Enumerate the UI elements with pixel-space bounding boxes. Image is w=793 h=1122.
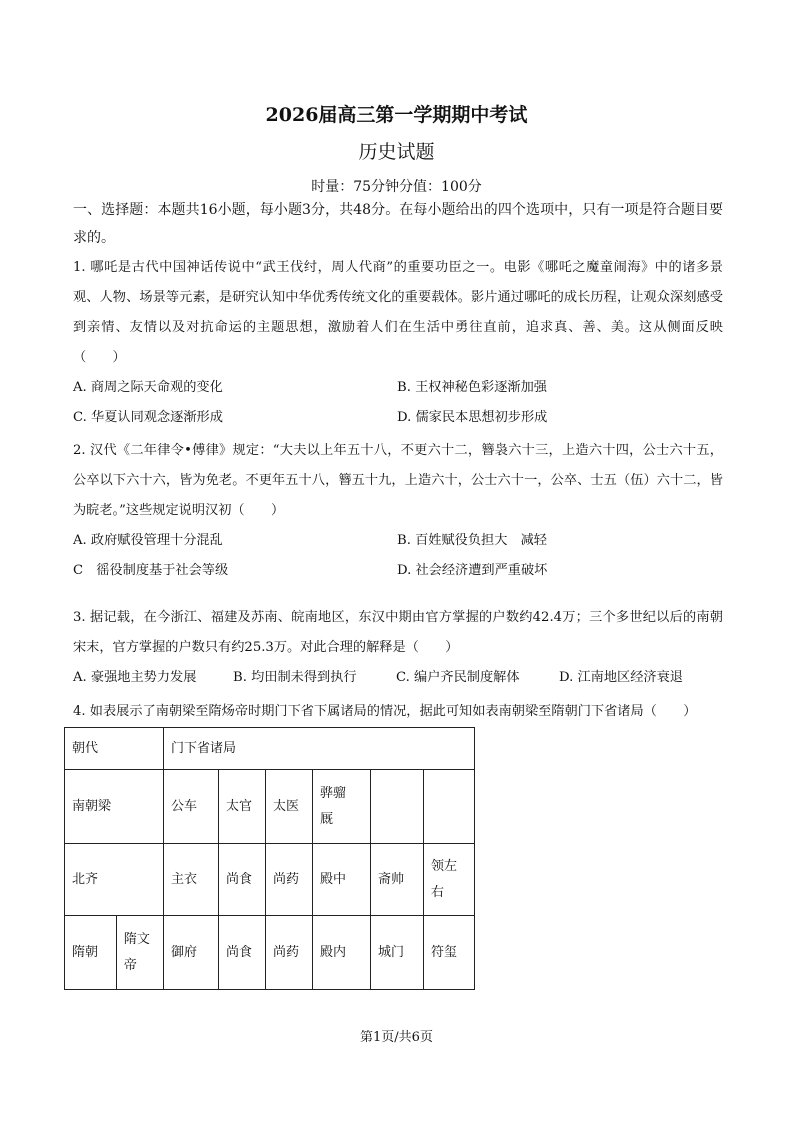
row-dynasty-liang: 南朝梁 xyxy=(65,770,164,844)
question-3-options-row xyxy=(73,663,723,693)
table-cell: 领左右 xyxy=(424,844,475,916)
question-1 xyxy=(73,253,723,433)
table-cell: 主衣 xyxy=(164,844,219,916)
table-cell: 尚药 xyxy=(266,844,313,916)
bureau-table xyxy=(64,727,475,990)
section-intro-text: 一、选择题：本题共16小题，每小题3分，共48分。在每小题给出的四个选项中，只有一项是符合题目要求的。 xyxy=(73,202,723,246)
table-row xyxy=(65,770,475,844)
question-1-option-a: A. 商周之际天命观的变化 xyxy=(73,380,223,395)
table-cell: 城门 xyxy=(371,916,424,990)
row-dynasty-sui: 隋朝 xyxy=(65,916,117,990)
question-2-options-row-2 xyxy=(73,556,723,586)
question-3 xyxy=(73,603,723,693)
table-cell xyxy=(424,770,475,844)
question-1-stem: 1. 哪吒是古代中国神话传说中“武王伐纣，周人代商”的重要功臣之一。电影《哪吒之魔童闹海》中的诸多景观、人物、场景等元素，是研究认知中华优秀传统文化的重要载体。影片通过哪吒的成长历程，让观众深刻感受到亲情、友情以及对抗命运的主题思想，激励着人们在生活中勇往直前，追求真、善、美。这从侧面反映（ ） xyxy=(73,260,723,365)
question-2-options-row-1 xyxy=(73,526,723,556)
question-3-option-a: A. 豪强地主势力发展 xyxy=(73,670,197,685)
page-number: 第1页/共6页 xyxy=(360,1030,433,1045)
question-2-option-b: B. 百姓赋役负担大 减轻 xyxy=(397,533,547,548)
question-2-option-a: A. 政府赋役管理十分混乱 xyxy=(73,533,223,548)
table-cell: 殿内 xyxy=(313,916,371,990)
table-cell: 尚药 xyxy=(266,916,313,990)
table-cell: 斋帅 xyxy=(371,844,424,916)
question-4 xyxy=(73,697,723,727)
question-3-option-d: D. 江南地区经济衰退 xyxy=(559,670,683,685)
table-cell: 公车 xyxy=(164,770,219,844)
table-cell: 符玺 xyxy=(424,916,475,990)
question-2-option-d: D. 社会经济遭到严重破坏 xyxy=(397,563,548,578)
table-cell: 尚食 xyxy=(219,844,266,916)
section-intro xyxy=(73,196,723,252)
question-2-stem: 2. 汉代《二年律令•傅律》规定：“大夫以上年五十八，不更六十二，簪袅六十三，上造六十四，公士六十五，公卒以下六十六，皆为免老。不更年五十八，簪五十九，上造六十，公士六十一，公卒、士五（伍）六十二，皆为睆老。”这些规定说明汉初（ ） xyxy=(73,443,723,518)
question-1-options-row-2 xyxy=(73,403,723,433)
question-2-option-c: C 徭役制度基于社会等级 xyxy=(73,563,229,578)
subject-title: 历史试题 xyxy=(358,141,435,163)
exam-title: 2026届高三第一学期期中考试 xyxy=(265,104,528,126)
table-cell: 太官 xyxy=(219,770,266,844)
header-dynasty: 朝代 xyxy=(65,728,164,770)
table-header-row xyxy=(65,728,475,770)
question-3-stem: 3. 据记载，在今浙江、福建及苏南、皖南地区，东汉中期由官方掌握的户数约42.4万；三个多世纪以后的南朝宋末，官方掌握的户数只有约25.3万。对此合理的解释是（ ） xyxy=(73,610,723,655)
question-2 xyxy=(73,436,723,586)
row-dynasty-beiqi: 北齐 xyxy=(65,844,164,916)
table-cell: 尚食 xyxy=(219,916,266,990)
question-4-stem: 4. 如表展示了南朝梁至隋炀帝时期门下省下属诸局的情况，据此可知如表南朝梁至隋朝门下省诸局（ ） xyxy=(73,704,697,719)
question-1-option-c: C. 华夏认同观念逐渐形成 xyxy=(73,410,223,425)
table-row xyxy=(65,844,475,916)
time-score-line: 时量：75分钟分值：100分 xyxy=(311,179,482,195)
table-cell: 御府 xyxy=(164,916,219,990)
table-cell: 骅骝厩 xyxy=(313,770,371,844)
question-3-option-b: B. 均田制未得到执行 xyxy=(233,670,357,685)
table-cell: 太医 xyxy=(266,770,313,844)
question-1-option-b: B. 王权神秘色彩逐渐加强 xyxy=(397,380,547,395)
header-bureaus: 门下省诸局 xyxy=(164,728,475,770)
question-3-option-c: C. 编户齐民制度解体 xyxy=(396,670,520,685)
row-sub-suiwendi: 隋文帝 xyxy=(116,916,163,990)
table-row xyxy=(65,916,475,990)
question-1-options-row-1 xyxy=(73,373,723,403)
table-cell xyxy=(371,770,424,844)
table-cell: 殿中 xyxy=(313,844,371,916)
question-1-option-d: D. 儒家民本思想初步形成 xyxy=(397,410,548,425)
